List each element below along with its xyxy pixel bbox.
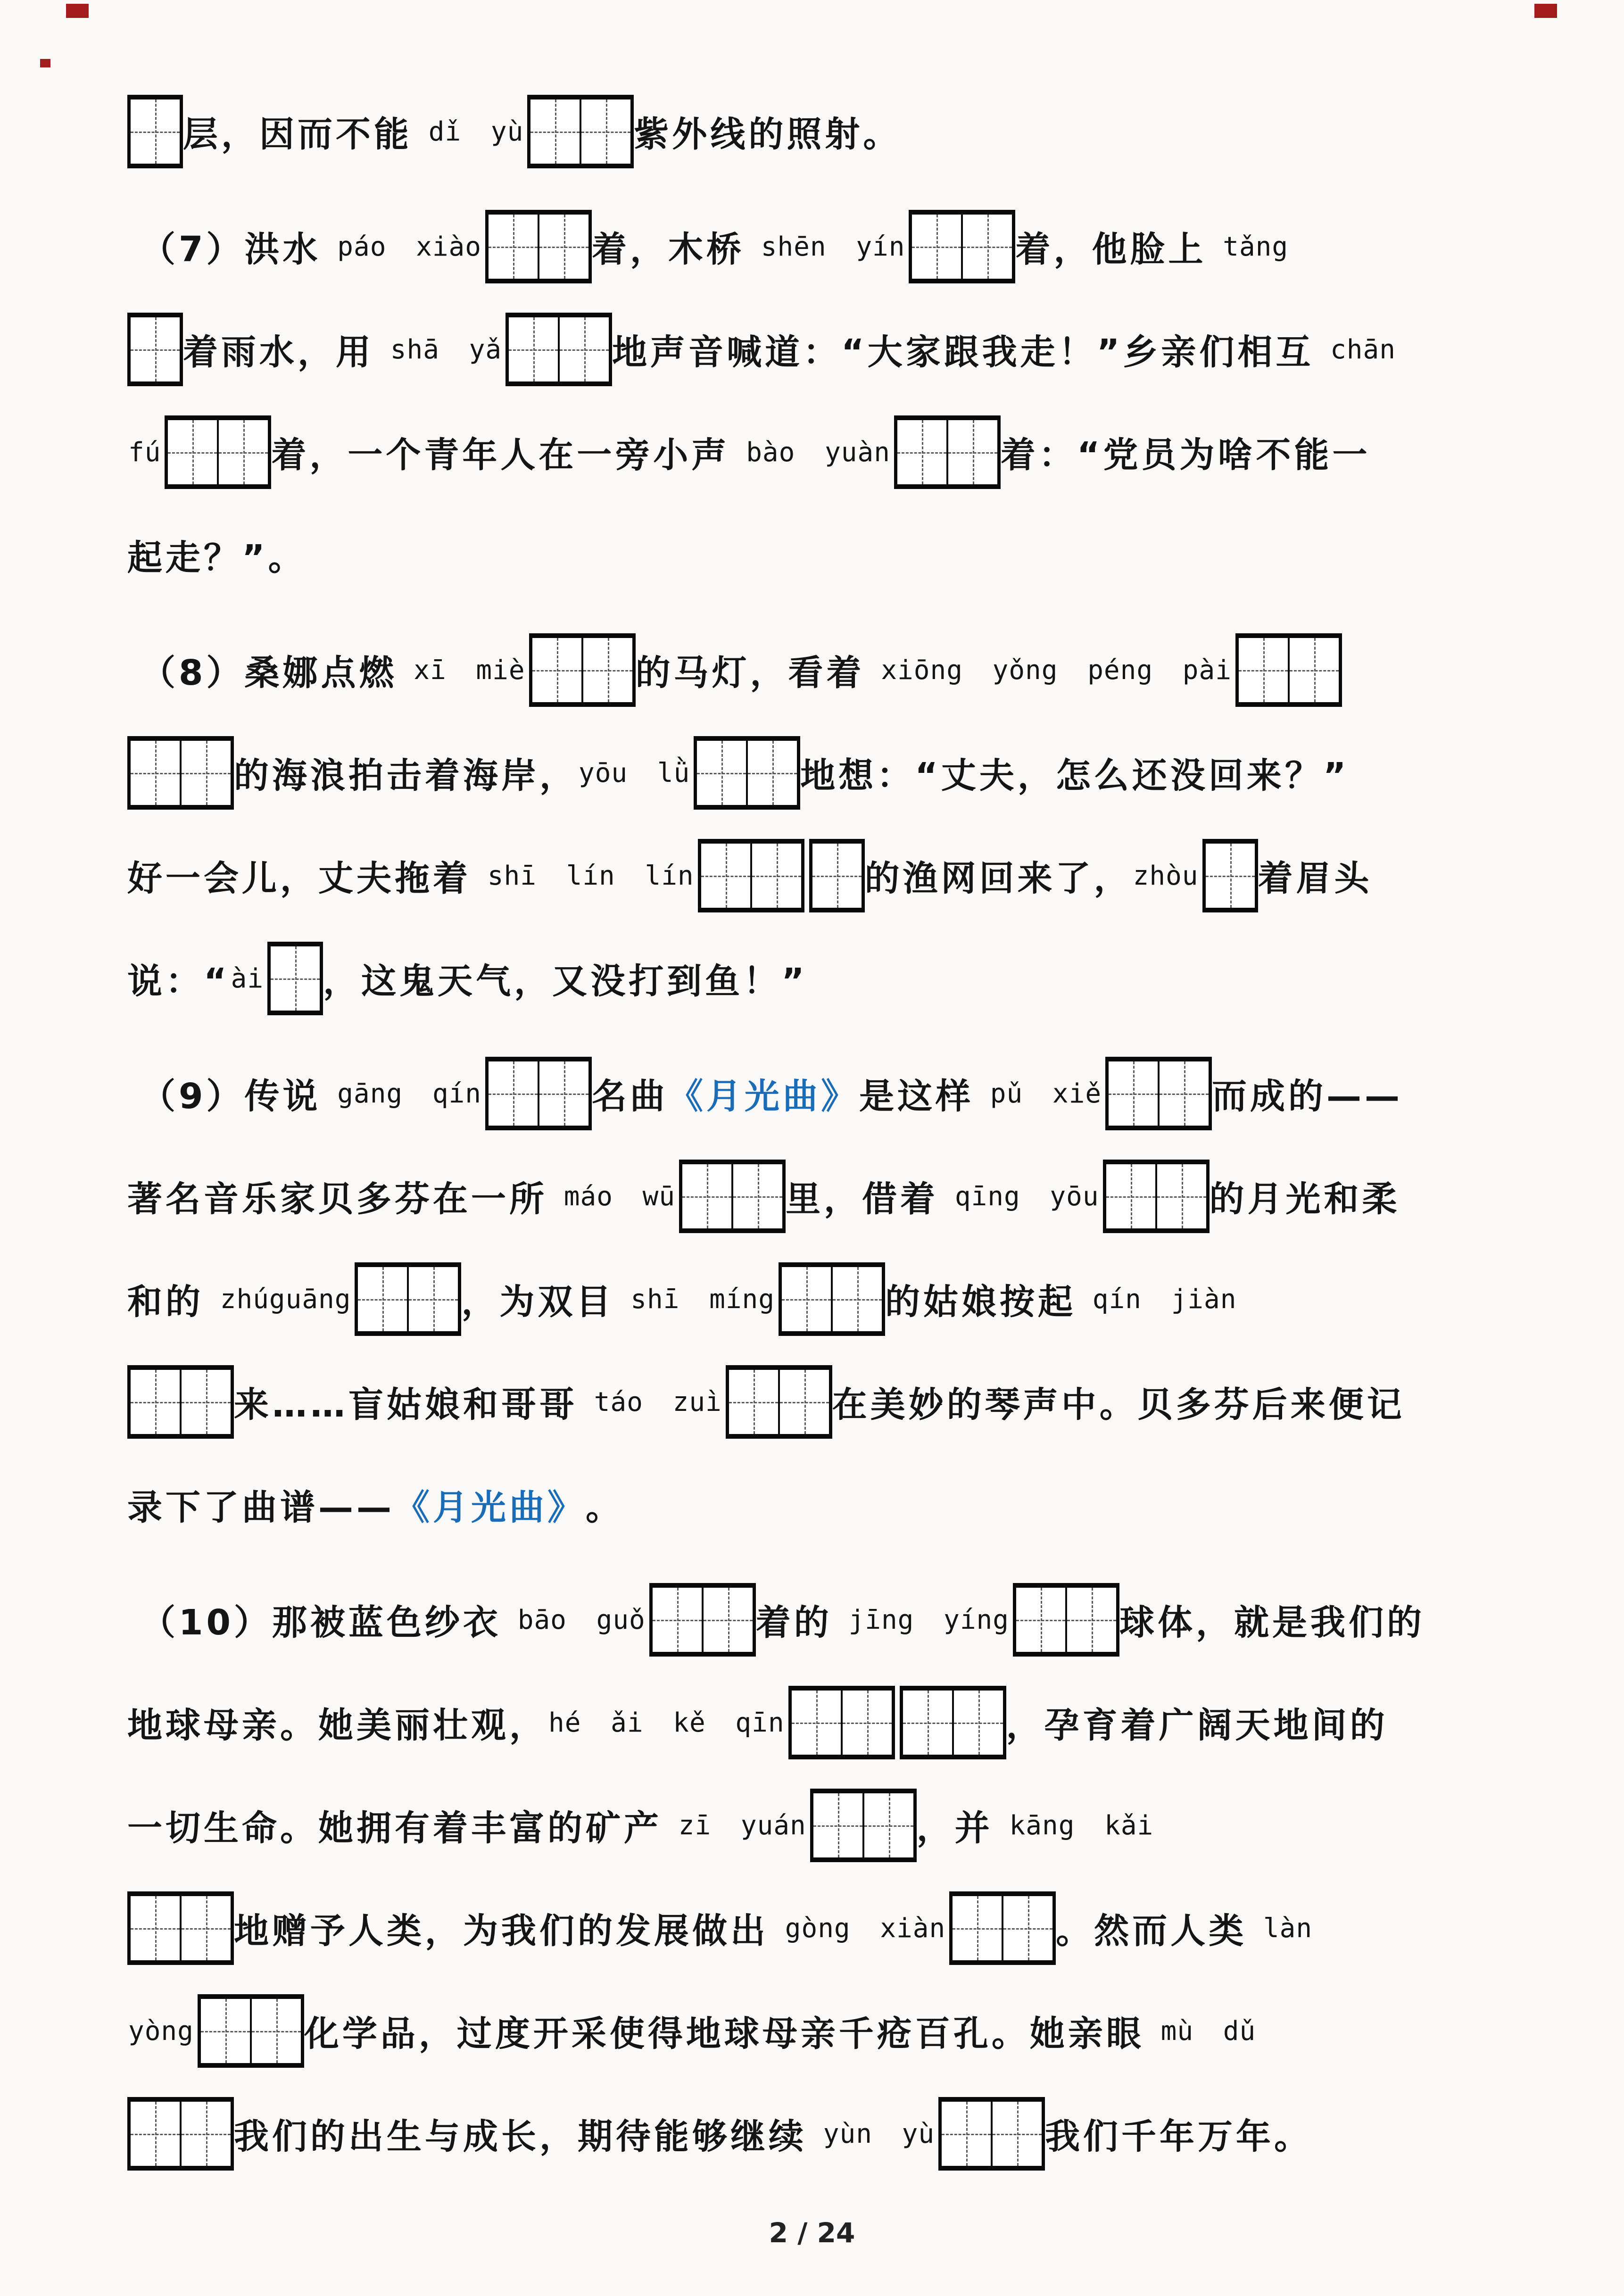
text-run: 层，因而不能 — [183, 114, 428, 155]
worksheet-line — [127, 2082, 1516, 2185]
writing-cell — [581, 99, 630, 164]
writing-box — [485, 210, 592, 283]
writing-cell — [168, 420, 219, 484]
pinyin-run: máo wū — [563, 1181, 676, 1212]
worksheet-line — [127, 1351, 1516, 1453]
writing-box — [127, 1365, 234, 1439]
writing-cell — [583, 638, 632, 702]
text-run: 在美妙的琴声中。贝多芬后来便记 — [832, 1384, 1405, 1425]
writing-cell — [782, 1267, 833, 1331]
writing-box — [894, 415, 1001, 489]
writing-cell — [1206, 844, 1255, 908]
writing-cell — [748, 741, 797, 805]
pinyin-run: shī míng — [630, 1284, 775, 1315]
writing-cell — [897, 420, 948, 484]
writing-cell — [131, 1896, 182, 1960]
writing-cell — [780, 1370, 829, 1434]
text-run: 着的 — [755, 1602, 848, 1643]
writing-cell — [201, 1999, 252, 2063]
pinyin-run: ài — [231, 963, 264, 994]
worksheet-line — [127, 824, 1516, 927]
pinyin-run: shā yǎ — [390, 334, 502, 365]
writing-cell — [704, 1588, 753, 1652]
writing-box — [938, 2097, 1045, 2171]
writing-box — [949, 1891, 1056, 1965]
writing-cell — [912, 215, 963, 279]
pinyin-run: táo zuì — [594, 1386, 722, 1417]
writing-cell — [252, 1999, 301, 2063]
text-run: ，为双目 — [461, 1282, 630, 1322]
writing-cell — [358, 1267, 409, 1331]
worksheet-line — [127, 1145, 1516, 1248]
text-run: 名曲 — [591, 1076, 668, 1117]
writing-cell — [954, 1691, 1003, 1755]
pinyin-run: làn — [1263, 1913, 1313, 1944]
text-run: 好一会儿，丈夫拖着 — [127, 858, 487, 899]
writing-box — [527, 95, 634, 168]
pinyin-run: qín jiàn — [1092, 1284, 1237, 1315]
text-run: 化学品，过度开采使得地球母亲千疮百孔。她亲眼 — [304, 2014, 1160, 2054]
writing-cell — [271, 946, 320, 1011]
text-run: 着雨水，用 — [183, 332, 389, 373]
text-run: 着，他脸上 — [1015, 229, 1222, 270]
text-run: 是这样 — [859, 1076, 989, 1117]
writing-box — [810, 1789, 917, 1862]
worksheet-line — [127, 1980, 1516, 2082]
text-run: 里，借着 — [786, 1179, 954, 1219]
writing-box — [649, 1583, 756, 1657]
writing-cell — [182, 2102, 231, 2166]
writing-cell — [948, 420, 997, 484]
song-title: 《月光曲》 — [668, 1076, 859, 1117]
writing-cell — [953, 1896, 1003, 1960]
writing-cell — [1067, 1588, 1116, 1652]
writing-cell — [792, 1691, 843, 1755]
writing-cell — [539, 215, 588, 279]
writing-box — [779, 1262, 885, 1336]
worksheet-line — [127, 1248, 1516, 1351]
scan-artifact-red-mark — [40, 59, 50, 67]
writing-cell — [1157, 1164, 1206, 1228]
writing-cell — [182, 1370, 231, 1434]
writing-cell — [560, 317, 609, 381]
pinyin-run: shī lín lín — [487, 860, 694, 891]
pinyin-run: mù dǔ — [1160, 2015, 1256, 2047]
writing-box — [694, 736, 800, 810]
text-run: 的海浪拍击着海岸， — [234, 755, 578, 796]
writing-box — [1235, 633, 1342, 707]
writing-box — [1202, 839, 1258, 912]
text-run: （8）桑娜点燃 — [141, 653, 413, 693]
writing-box — [1103, 1160, 1210, 1233]
worksheet-line — [127, 195, 1516, 298]
pinyin-run: bāo guǒ — [517, 1604, 646, 1635]
pinyin-run: qīng yōu — [954, 1181, 1099, 1212]
writing-cell — [697, 741, 748, 805]
writing-box — [900, 1686, 1006, 1759]
text-run: 地球母亲。她美丽壮观， — [127, 1705, 547, 1746]
writing-cell — [843, 1691, 892, 1755]
song-title: 《月光曲》 — [395, 1487, 586, 1528]
text-run: 我们千年万年。 — [1045, 2116, 1313, 2157]
text-run: 地赠予人类，为我们的发展做出 — [234, 1911, 784, 1951]
pinyin-run: zhúguāng — [220, 1284, 351, 1315]
writing-cell — [1109, 1061, 1160, 1126]
text-run: 我们的出生与成长，期待能够继续 — [234, 2116, 822, 2157]
writing-box — [505, 313, 612, 386]
writing-cell — [219, 420, 268, 484]
scan-artifact-red-mark — [1534, 4, 1557, 18]
text-run: 著名音乐家贝多芬在一所 — [127, 1179, 563, 1219]
writing-box — [529, 633, 636, 707]
pinyin-run: tǎng — [1223, 231, 1289, 262]
writing-cell — [509, 317, 560, 381]
worksheet-line — [127, 401, 1516, 504]
text-run: 。 — [586, 1487, 624, 1528]
writing-box — [485, 1057, 592, 1130]
writing-box — [165, 415, 271, 489]
worksheet-line — [127, 619, 1516, 721]
text-run: 的马灯，看着 — [635, 653, 880, 693]
writing-cell — [813, 1793, 864, 1857]
writing-cell — [903, 1691, 954, 1755]
writing-cell — [1160, 1061, 1209, 1126]
writing-cell — [1016, 1588, 1067, 1652]
text-run: 的月光和柔 — [1209, 1179, 1400, 1219]
writing-box — [198, 1994, 304, 2068]
text-run: ，这鬼天气，又没打到鱼！” — [323, 961, 808, 1002]
text-run: （7）洪水 — [141, 229, 337, 270]
pinyin-run: yōu lǜ — [579, 757, 690, 788]
pinyin-run: xī miè — [414, 655, 525, 686]
writing-box — [726, 1365, 832, 1439]
pinyin-run: chān — [1330, 334, 1396, 365]
text-run: 紫外线的照射。 — [634, 114, 902, 155]
writing-box — [788, 1686, 895, 1759]
writing-box — [127, 313, 183, 386]
writing-cell — [1003, 1896, 1052, 1960]
writing-box — [698, 839, 804, 912]
worksheet-line — [127, 927, 1516, 1030]
worksheet-line — [127, 1042, 1516, 1145]
worksheet-line — [127, 504, 1516, 606]
text-run: （9）传说 — [141, 1076, 337, 1117]
writing-cell — [489, 1061, 539, 1126]
writing-box — [1105, 1057, 1212, 1130]
writing-cell — [530, 99, 581, 164]
text-run: （10）那被蓝色纱衣 — [141, 1602, 517, 1643]
writing-cell — [131, 317, 180, 381]
writing-cell — [729, 1370, 780, 1434]
worksheet-line — [127, 80, 1516, 183]
writing-cell — [532, 638, 583, 702]
writing-box — [1013, 1583, 1119, 1657]
writing-cell — [963, 215, 1012, 279]
pinyin-run: gòng xiàn — [785, 1913, 946, 1944]
writing-cell — [131, 1370, 182, 1434]
page-number: 2 / 24 — [769, 2217, 855, 2249]
writing-cell — [942, 2102, 993, 2166]
pinyin-run: zhòu — [1133, 860, 1199, 891]
writing-cell — [489, 215, 539, 279]
writing-cell — [733, 1164, 782, 1228]
text-run: 地想：“丈夫，怎么还没回来？” — [800, 755, 1350, 796]
writing-cell — [1239, 638, 1290, 702]
text-run: 着眉头 — [1258, 858, 1373, 899]
worksheet-line — [127, 298, 1516, 401]
pinyin-run: páo xiào — [337, 231, 481, 262]
writing-box — [909, 210, 1015, 283]
writing-cell — [993, 2102, 1042, 2166]
writing-box — [679, 1160, 786, 1233]
text-run: 的姑娘按起 — [885, 1282, 1092, 1322]
writing-cell — [812, 844, 862, 908]
writing-box — [127, 736, 234, 810]
writing-cell — [182, 1896, 231, 1960]
worksheet-line — [127, 1568, 1516, 1671]
text-run: ，孕育着广阔天地间的 — [1006, 1705, 1388, 1746]
writing-cell — [1290, 638, 1339, 702]
writing-cell — [539, 1061, 588, 1126]
pinyin-run: kāng kǎi — [1009, 1810, 1154, 1841]
text-run: 。然而人类 — [1056, 1911, 1262, 1951]
writing-cell — [864, 1793, 913, 1857]
text-run: ，并 — [916, 1808, 1009, 1848]
worksheet-line — [127, 1671, 1516, 1774]
text-run: 着：“党员为啥不能一 — [1000, 435, 1371, 475]
text-run: 说：“ — [127, 961, 230, 1002]
writing-cell — [701, 844, 752, 908]
writing-cell — [409, 1267, 458, 1331]
writing-cell — [131, 741, 182, 805]
text-run: 着，一个青年人在一旁小声 — [271, 435, 746, 475]
text-run: 而成的—— — [1212, 1076, 1403, 1117]
pinyin-run: hé ǎi kě qīn — [548, 1707, 785, 1738]
pinyin-run: yùn yù — [823, 2118, 935, 2149]
worksheet-body — [127, 80, 1516, 2185]
writing-cell — [653, 1588, 704, 1652]
text-run: 录下了曲谱—— — [127, 1487, 395, 1528]
pinyin-run: gāng qín — [337, 1078, 481, 1109]
writing-cell — [752, 844, 801, 908]
text-run: 来……盲姑娘和哥哥 — [234, 1384, 593, 1425]
writing-cell — [131, 2102, 182, 2166]
text-run: 地声音喊道：“大家跟我走！”乡亲们相互 — [612, 332, 1330, 373]
pinyin-run: zī yuán — [678, 1810, 806, 1841]
writing-cell — [131, 99, 180, 164]
writing-box — [267, 942, 323, 1015]
text-run: 球体，就是我们的 — [1119, 1602, 1425, 1643]
writing-box — [355, 1262, 461, 1336]
pinyin-run: fú — [128, 437, 161, 468]
worksheet-line — [127, 1774, 1516, 1877]
pinyin-run: yòng — [128, 2015, 194, 2047]
writing-box — [809, 839, 865, 912]
text-run: 的渔网回来了， — [864, 858, 1132, 899]
writing-box — [127, 2097, 234, 2171]
text-run: 着，木桥 — [591, 229, 760, 270]
text-run: 和的 — [127, 1282, 219, 1322]
pinyin-run: shēn yín — [761, 231, 905, 262]
worksheet-line — [127, 721, 1516, 824]
pinyin-run: bào yuàn — [746, 437, 890, 468]
writing-cell — [682, 1164, 733, 1228]
text-run: 起走？”。 — [127, 538, 307, 578]
text-run: 一切生命。她拥有着丰富的矿产 — [127, 1808, 678, 1848]
writing-box — [127, 1891, 234, 1965]
worksheet-line — [127, 1877, 1516, 1980]
writing-cell — [833, 1267, 882, 1331]
writing-cell — [1106, 1164, 1157, 1228]
pinyin-run: pǔ xiě — [990, 1078, 1102, 1109]
writing-cell — [182, 741, 231, 805]
writing-box — [127, 95, 183, 168]
scan-artifact-red-mark — [66, 4, 89, 18]
pinyin-run: dǐ yù — [428, 116, 524, 147]
pinyin-run: xiōng yǒng péng pài — [881, 655, 1232, 686]
pinyin-run: jīng yíng — [848, 1604, 1009, 1635]
worksheet-line — [127, 1453, 1516, 1556]
